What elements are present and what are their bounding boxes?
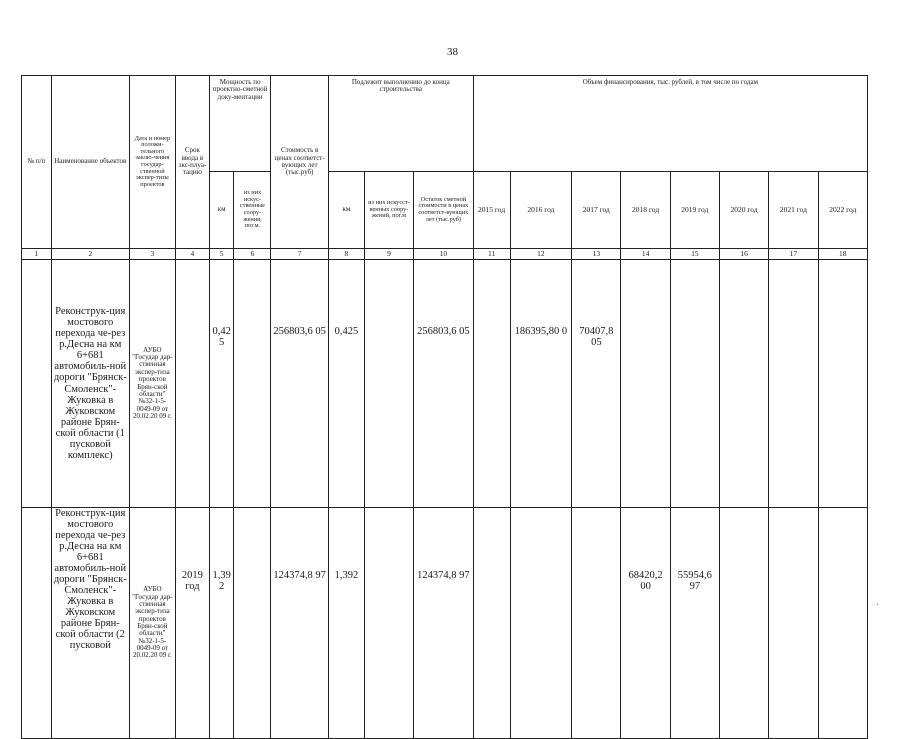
financing-2019: 55954,6 97 xyxy=(670,508,719,739)
commission-term: 2019 год xyxy=(175,508,209,739)
header-year-2017: 2017 год xyxy=(572,172,621,249)
financing-2015 xyxy=(473,260,510,508)
header-year-2016: 2016 год xyxy=(510,172,572,249)
capacity-km: 0,42 5 xyxy=(209,260,234,508)
column-number: 7 xyxy=(271,249,328,260)
header-year-2021: 2021 год xyxy=(769,172,818,249)
column-number: 5 xyxy=(209,249,234,260)
financing-2015 xyxy=(473,508,510,739)
header-approval: Дата и номер положи-тельного заклю-чения государ-ственной экспер-тизы проектов xyxy=(129,76,175,249)
header-remaining-km: км xyxy=(328,172,364,249)
row-number xyxy=(22,260,52,508)
object-name: Реконструк-ция мостового перехода че-рез р.Десна на км 6+681 автомобиль-ной дороги "Брянск-Смоленск"-Жуковка в Жуковском районе Брян-ской области (2 пусковой xyxy=(51,508,129,739)
object-name: Реконструк-ция мостового перехода че-рез р.Десна на км 6+681 автомобиль-ной дороги "Брянск-Смоленск"-Жуковка в Жуковском районе Брян-ской области (1 пусковой комплекс) xyxy=(51,260,129,508)
column-number: 9 xyxy=(364,249,413,260)
objects-table xyxy=(21,75,868,739)
page-number: 38 xyxy=(447,46,458,58)
header-capacity-artificial: из них искус-ственные соору-жения, пог.м. xyxy=(234,172,271,249)
header-commission-term: Срок ввода в экс-плуа-тацию xyxy=(175,76,209,249)
financing-2016: 186395,80 0 xyxy=(510,260,572,508)
scan-speck xyxy=(877,604,878,605)
cost: 124374,8 97 xyxy=(271,508,328,739)
column-number: 8 xyxy=(328,249,364,260)
column-number: 6 xyxy=(234,249,271,260)
remaining-artificial xyxy=(364,260,413,508)
column-number: 1 xyxy=(22,249,52,260)
column-number: 2 xyxy=(51,249,129,260)
table-row xyxy=(22,260,868,508)
column-number: 17 xyxy=(769,249,818,260)
header-remaining-artificial: из них искусст-венных соору-жений, пог.м xyxy=(364,172,413,249)
financing-2021 xyxy=(769,260,818,508)
column-number: 15 xyxy=(670,249,719,260)
financing-2022 xyxy=(818,508,867,739)
financing-2017 xyxy=(572,508,621,739)
column-number: 4 xyxy=(175,249,209,260)
header-number: № п/п xyxy=(22,76,52,249)
column-number: 18 xyxy=(818,249,867,260)
cost: 256803,6 05 xyxy=(271,260,328,508)
financing-2018 xyxy=(621,260,670,508)
financing-2016 xyxy=(510,508,572,739)
header-year-2019: 2019 год xyxy=(670,172,719,249)
row-number xyxy=(22,508,52,739)
header-cost: Стоимость в ценах соответст-вующих лет (тыс.руб) xyxy=(271,76,328,249)
column-number: 13 xyxy=(572,249,621,260)
commission-term xyxy=(175,260,209,508)
capacity-km: 1,39 2 xyxy=(209,508,234,739)
financing-2020 xyxy=(719,260,768,508)
column-number: 3 xyxy=(129,249,175,260)
capacity-artificial xyxy=(234,260,271,508)
header-year-2018: 2018 год xyxy=(621,172,670,249)
column-number: 10 xyxy=(414,249,474,260)
header-capacity-group: Мощность по проектно-сметной доку-ментации xyxy=(209,76,271,172)
remaining-cost: 124374,8 97 xyxy=(414,508,474,739)
header-year-2020: 2020 год xyxy=(719,172,768,249)
financing-2018: 68420,2 00 xyxy=(621,508,670,739)
financing-2020 xyxy=(719,508,768,739)
header-capacity-km: км xyxy=(209,172,234,249)
header-remaining-cost: Остаток сметной стоимости в ценах соответст-вующих лет (тыс.руб) xyxy=(414,172,474,249)
column-number: 14 xyxy=(621,249,670,260)
financing-2019 xyxy=(670,260,719,508)
header-year-2015: 2015 год xyxy=(473,172,510,249)
capacity-artificial xyxy=(234,508,271,739)
table-row xyxy=(22,508,868,739)
financing-2022 xyxy=(818,260,867,508)
column-number: 12 xyxy=(510,249,572,260)
financing-2021 xyxy=(769,508,818,739)
remaining-km: 1,392 xyxy=(328,508,364,739)
column-number: 11 xyxy=(473,249,510,260)
remaining-cost: 256803,6 05 xyxy=(414,260,474,508)
column-numbers-row xyxy=(22,249,868,260)
header-financing-group: Объем финансирования, тыс. рублей, в том числе по годам xyxy=(473,76,867,172)
financing-2017: 70407,8 05 xyxy=(572,260,621,508)
remaining-km: 0,425 xyxy=(328,260,364,508)
remaining-artificial xyxy=(364,508,413,739)
column-number: 16 xyxy=(719,249,768,260)
header-object-name: Наименование объектов xyxy=(51,76,129,249)
header-year-2022: 2022 год xyxy=(818,172,867,249)
approval-info: АУБО "Государ дар-ственная экспер-тиза проектов Брян-ской области" №32-1-5-0049-09 от 20.02.20 09 г. xyxy=(129,508,175,739)
approval-info: АУБО "Государ дар-ственная экспер-тиза проектов Брян-ской области" №32-1-5-0049-09 от 20.02.20 09 г. xyxy=(129,260,175,508)
header-remaining-group: Подлежит выполнению до конца строительства xyxy=(328,76,473,172)
